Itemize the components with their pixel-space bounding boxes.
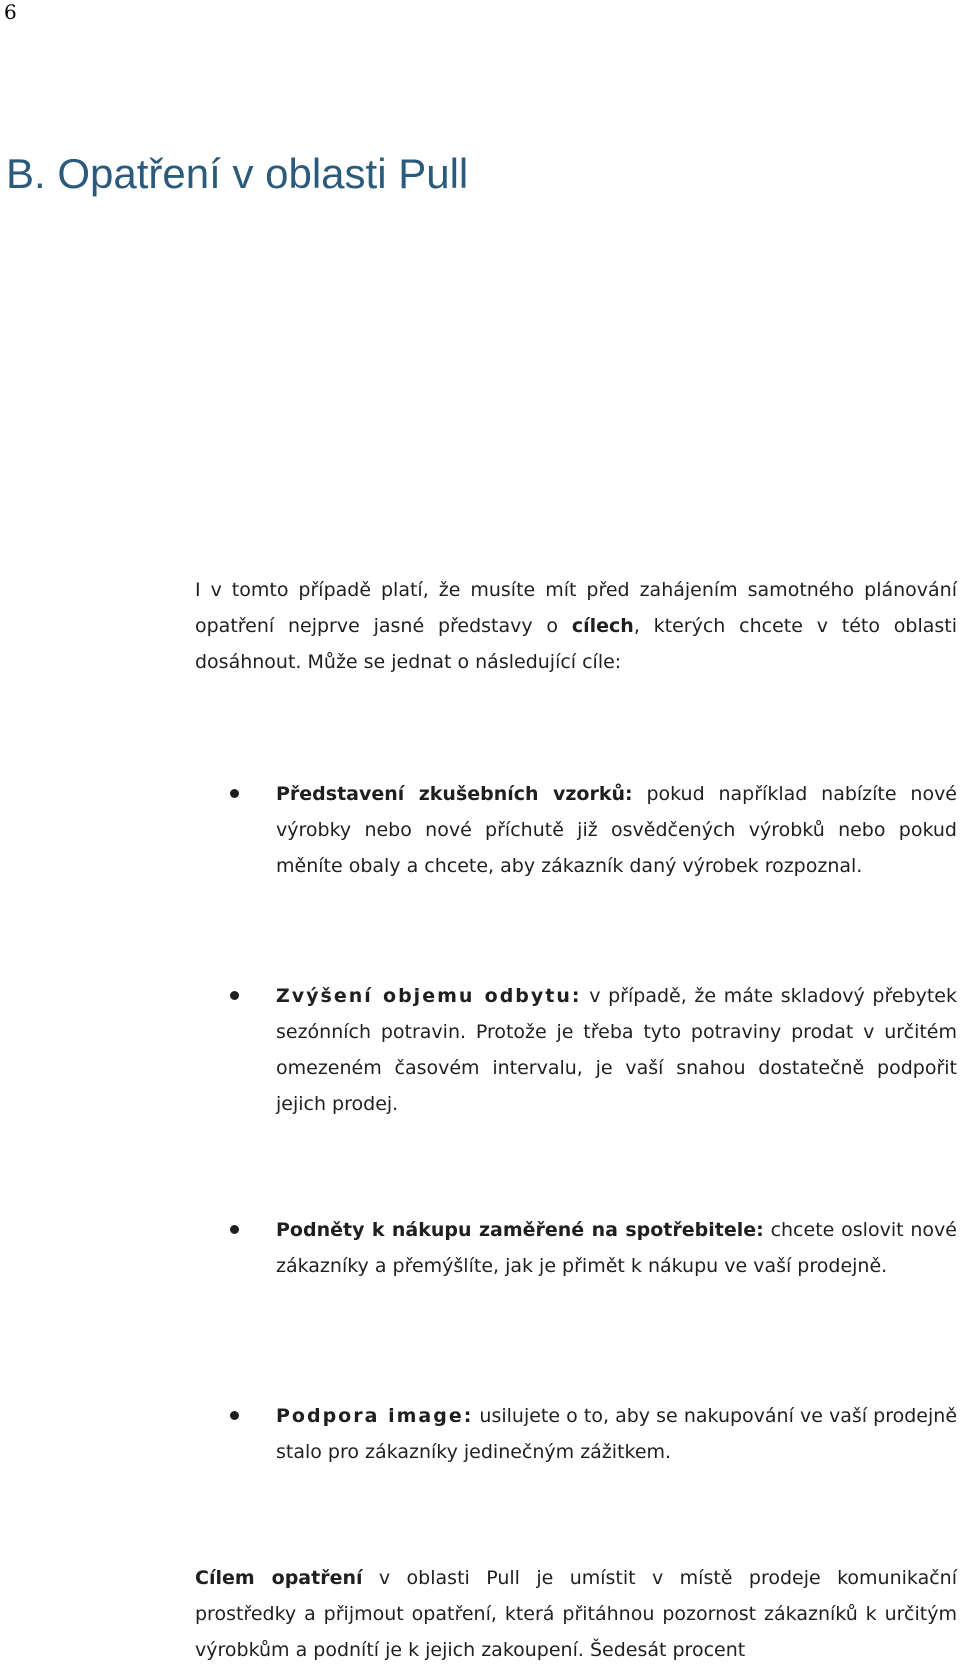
bullet-term: Představení zkušebních vzorků: (276, 783, 633, 805)
intro-bold-term: cílech (571, 615, 634, 637)
bullet-term: Podněty k nákupu zaměřené na spotřebitele: (276, 1219, 764, 1241)
bullet-text (276, 776, 957, 884)
bullet-text (276, 1212, 957, 1284)
intro-paragraph (195, 572, 957, 680)
bullet-dot-icon (230, 1411, 239, 1420)
section-heading: B. Opatření v oblasti Pull (6, 150, 469, 197)
closing-bold-term: Cílem opatření (195, 1567, 363, 1589)
bullet-description: usilujete o to, aby se nakupování ve vaší prodejně stalo pro zákazníky jedinečným zážitkem. (276, 1405, 958, 1463)
bullet-dot-icon (230, 1225, 239, 1234)
bullet-item-image-support (230, 1398, 957, 1470)
bullet-dot-icon (230, 789, 239, 798)
closing-text: v oblasti Pull je umístit v místě prodeje komunikační prostředky a přijmout opatření, která přitáhnou pozornost zákazníků k určitým výrobkům a podnítí je k jejich zakoupení. Šedesát procent (195, 1567, 958, 1661)
bullet-item-consumer-incentives (230, 1212, 957, 1284)
bullet-term: Podpora image: (276, 1405, 474, 1427)
bullet-description: pokud například nabízíte nové výrobky nebo nové příchutě již osvědčených výrobků nebo pokud měníte obaly a chcete, aby zákazník daný výrobek rozpoznal. (276, 783, 957, 877)
bullet-dot-icon (230, 991, 239, 1000)
bullet-term: Zvýšení objemu odbytu: (276, 985, 582, 1007)
bullet-item-samples (230, 776, 957, 884)
closing-paragraph (195, 1560, 957, 1668)
bullet-item-sales-volume (230, 978, 957, 1122)
page-number: 6 (4, 0, 17, 24)
bullet-text (276, 1398, 957, 1470)
bullet-description: v případě, že máte skladový přebytek sezónních potravin. Protože je třeba tyto potraviny prodat v určitém omezeném časovém intervalu, je vaší snahou dostatečně podpořit jejich prodej. (276, 985, 957, 1115)
bullet-text (276, 978, 957, 1122)
bullet-description: chcete oslovit nové zákazníky a přemýšlíte, jak je přimět k nákupu ve vaší prodejně. (276, 1219, 957, 1277)
intro-text-end: , kterých chcete v této oblasti dosáhnout. Může se jednat o následující cíle: (195, 615, 957, 673)
intro-text-start: I v tomto případě platí, že musíte mít před zahájením samotného plánování opatření nejprve jasné představy o (195, 579, 957, 637)
